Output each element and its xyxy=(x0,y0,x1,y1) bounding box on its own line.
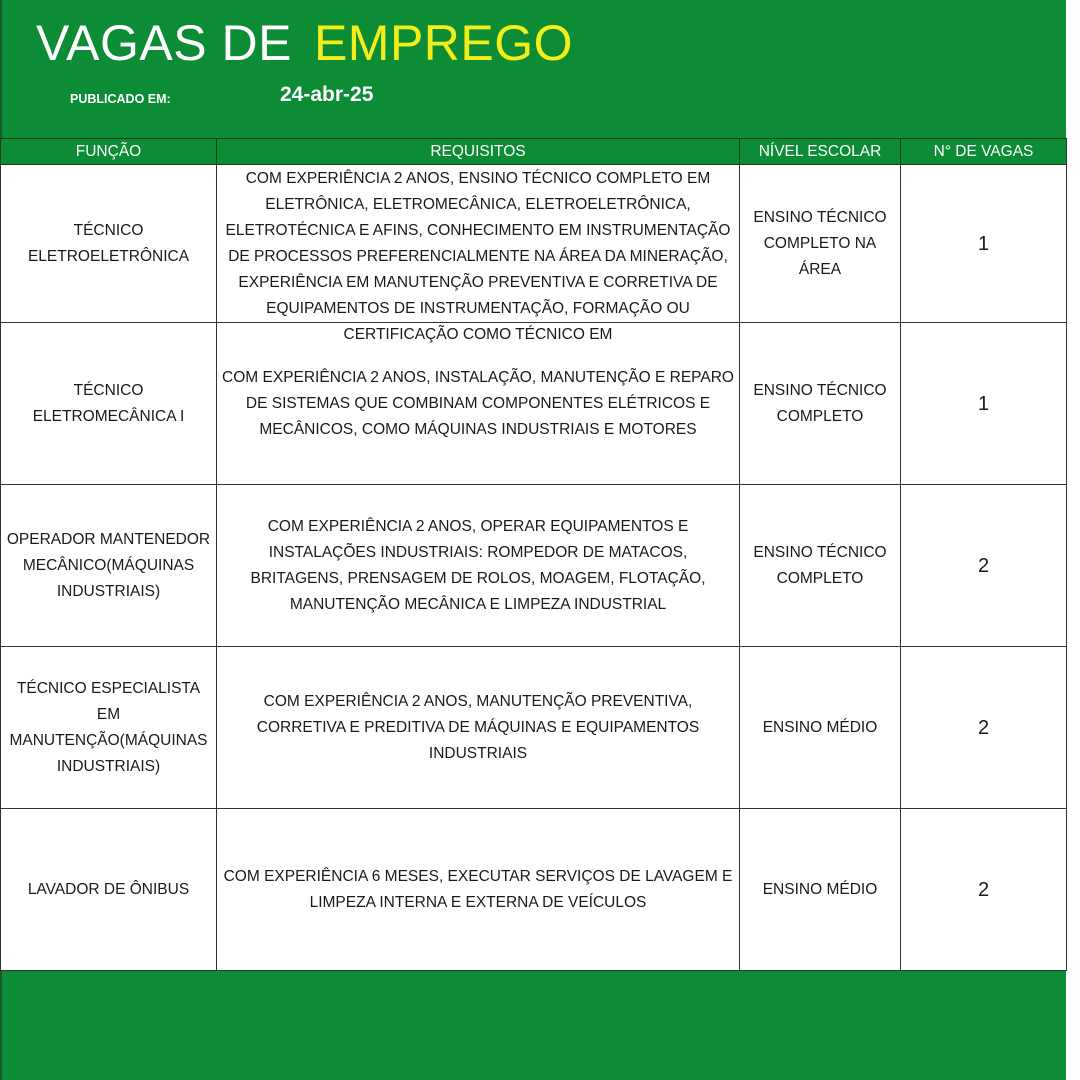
cell-vagas: 1 xyxy=(901,165,1067,323)
cell-vagas: 2 xyxy=(901,485,1067,647)
cell-funcao: TÉCNICO ELETROELETRÔNICA xyxy=(1,165,217,323)
table-row xyxy=(1,485,1067,647)
right-margin xyxy=(1066,0,1080,1080)
cell-nivel-escolar: ENSINO TÉCNICO COMPLETO xyxy=(740,485,901,647)
cell-nivel-escolar: ENSINO MÉDIO xyxy=(740,809,901,971)
cell-requisitos: COM EXPERIÊNCIA 2 ANOS, OPERAR EQUIPAMENTOS E INSTALAÇÕES INDUSTRIAIS: ROMPEDOR DE MATACOS, BRITAGENS, PRENSAGEM DE ROLOS, MOAGEM, FLOTAÇÃO, MANUTENÇÃO MECÂNICA E LIMPEZA INDUSTRIAL xyxy=(217,485,740,647)
table-row xyxy=(1,647,1067,809)
cell-funcao: LAVADOR DE ÔNIBUS xyxy=(1,809,217,971)
cell-requisitos xyxy=(217,165,740,343)
cell-vagas: 2 xyxy=(901,647,1067,809)
cell-nivel-escolar: ENSINO TÉCNICO COMPLETO NA ÁREA xyxy=(740,165,901,323)
column-header-funcao: FUNÇÃO xyxy=(1,139,217,165)
cell-vagas: 1 xyxy=(901,323,1067,485)
column-header-requisitos: REQUISITOS xyxy=(217,139,740,165)
cell-funcao: TÉCNICO ELETROMECÂNICA I xyxy=(1,323,217,485)
title-part-yellow: EMPREGO xyxy=(313,15,574,71)
cell-requisitos: COM EXPERIÊNCIA 2 ANOS, INSTALAÇÃO, MANUTENÇÃO E REPARO DE SISTEMAS QUE COMBINAM COMPONENTES ELÉTRICOS E MECÂNICOS, COMO MÁQUINAS INDUSTRIAIS E MOTORES xyxy=(217,323,740,485)
jobs-table xyxy=(0,138,1067,971)
cell-nivel-escolar: ENSINO MÉDIO xyxy=(740,647,901,809)
page-title xyxy=(36,14,573,72)
table-row xyxy=(1,165,1067,323)
table-row xyxy=(1,809,1067,971)
cell-nivel-escolar: ENSINO TÉCNICO COMPLETO xyxy=(740,323,901,485)
column-header-vagas: N° DE VAGAS xyxy=(901,139,1067,165)
cell-requisitos: COM EXPERIÊNCIA 6 MESES, EXECUTAR SERVIÇOS DE LAVAGEM E LIMPEZA INTERNA E EXTERNA DE VEÍCULOS xyxy=(217,809,740,971)
published-date: 24-abr-25 xyxy=(280,83,374,106)
cell-vagas: 2 xyxy=(901,809,1067,971)
cell-requisitos: COM EXPERIÊNCIA 2 ANOS, MANUTENÇÃO PREVENTIVA, CORRETIVA E PREDITIVA DE MÁQUINAS E EQUIPAMENTOS INDUSTRIAIS xyxy=(217,647,740,809)
column-header-nivel-escolar: NÍVEL ESCOLAR xyxy=(740,139,901,165)
cell-requisitos-text: COM EXPERIÊNCIA 2 ANOS, ENSINO TÉCNICO COMPLETO EM ELETRÔNICA, ELETROMECÂNICA, ELETROELETRÔNICA, ELETROTÉCNICA E AFINS, CONHECIMENTO EM INSTRUMENTAÇÃO DE PROCESSOS PREFERENCIALMENTE NA ÁREA DA MINERAÇÃO, EXPERIÊNCIA EM MANUTENÇÃO PREVENTIVA E CORRETIVA DE EQUIPAMENTOS DE INSTRUMENTAÇÃO, FORMAÇÃO OU CERTIFICAÇÃO COMO TÉCNICO EM xyxy=(225,170,731,343)
published-label: PUBLICADO EM: xyxy=(70,92,171,106)
table-header-row xyxy=(1,139,1067,165)
cell-funcao: TÉCNICO ESPECIALISTA EM MANUTENÇÃO(MÁQUINAS INDUSTRIAIS) xyxy=(1,647,217,809)
title-part-white: VAGAS DE xyxy=(36,15,292,71)
cell-funcao: OPERADOR MANTENEDOR MECÂNICO(MÁQUINAS INDUSTRIAIS) xyxy=(1,485,217,647)
